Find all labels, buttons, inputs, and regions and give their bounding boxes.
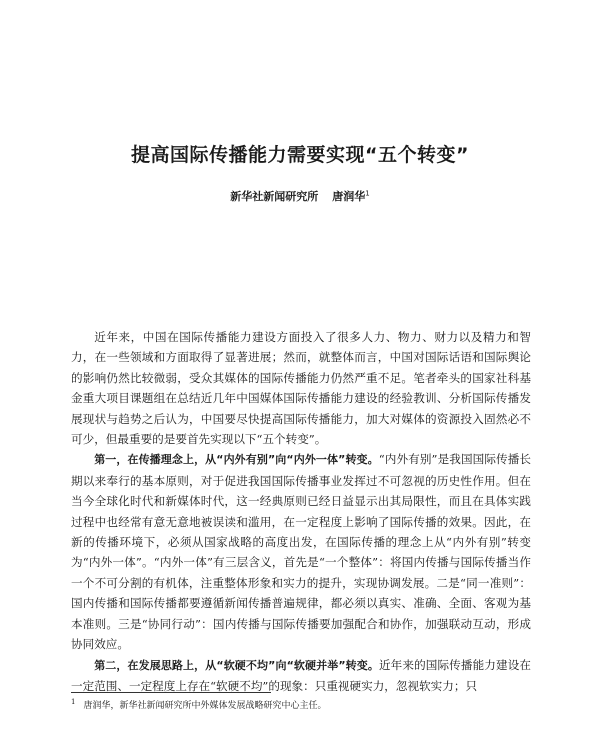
paragraph-lead: 第二，在发展思路上，从“软硬不均”向“软硬并举”转变。 [94, 658, 379, 672]
author-line [0, 188, 600, 204]
footnote [71, 696, 541, 712]
body-text [71, 327, 531, 696]
paragraph-second-point [71, 655, 531, 697]
paragraph-text: 近年来，中国在国际传播能力建设方面投入了很多人力、物力、财力以及精力和智力，在一些领域和方面取得了显著进展；然而，就整体而言，中国对国际话语和国际舆论的影响仍然比较微弱，受众其媒体的国际传播能力仍然严重不足。笔者牵头的国家社科基金重大项目课题组在总结近几年中国媒体国际传播能力建设的经验教训、分析国际传播发展现状与趋势之后认为，中国要尽快提高国际传播能力，加大对媒体的资源投入固然必不可少，但最重要的是要首先实现以下“五个转变”。 [71, 330, 531, 447]
author-footnote-mark: 1 [365, 189, 370, 198]
paragraph-lead: 第一，在传播理念上，从“内外有别”向“内外一体”转变。 [94, 453, 379, 467]
paragraph-intro [71, 327, 531, 449]
footnote-divider [71, 692, 271, 693]
paragraph-text: “内外有别”是我国国际传播长期以来奉行的基本原则，对于促进我国国际传播事业发挥过不可忽视的历史性作用。但在当今全球化时代和新媒体时代，这一经典原则已经日益显示出其局限性，而且在具体实践过程中也经常有意无意地被误读和滥用，在一定程度上影响了国际传播的效果。因此，在新的传播环境下，必须从国家战略的高度出发，在国际传播的理念上从“内外有别”转变为“内外一体”。“内外一体”有三层含义，首先是“一个整体”：将国内传播与国际传播当作一个不可分割的有机体，注重整体形象和实力的提升，实现协调发展。二是“同一准则”：国内传播和国际传播都要遵循新闻传播普遍规律，都必须以真实、准确、全面、客观为基本准则。三是“协同行动”：国内传播与国际传播要加强配合和协作，加强联动互动，形成协同效应。 [71, 452, 531, 652]
paragraph-text: 近年来的国际传播能力建设在一定范围、一定程度上存在“软硬不均”的现象：只重视硬实力，忽视软实力；只 [71, 657, 531, 693]
footnote-text: 唐润华，新华社新闻研究所中外媒体发展战略研究中心主任。 [83, 701, 327, 711]
author-affiliation: 新华社新闻研究所 [230, 190, 319, 203]
author-name: 唐润华 [332, 190, 366, 203]
page-title: 提高国际传播能力需要实现“五个转变” [131, 144, 469, 166]
footnote-mark: 1 [71, 698, 76, 706]
paragraph-first-point [71, 449, 531, 654]
